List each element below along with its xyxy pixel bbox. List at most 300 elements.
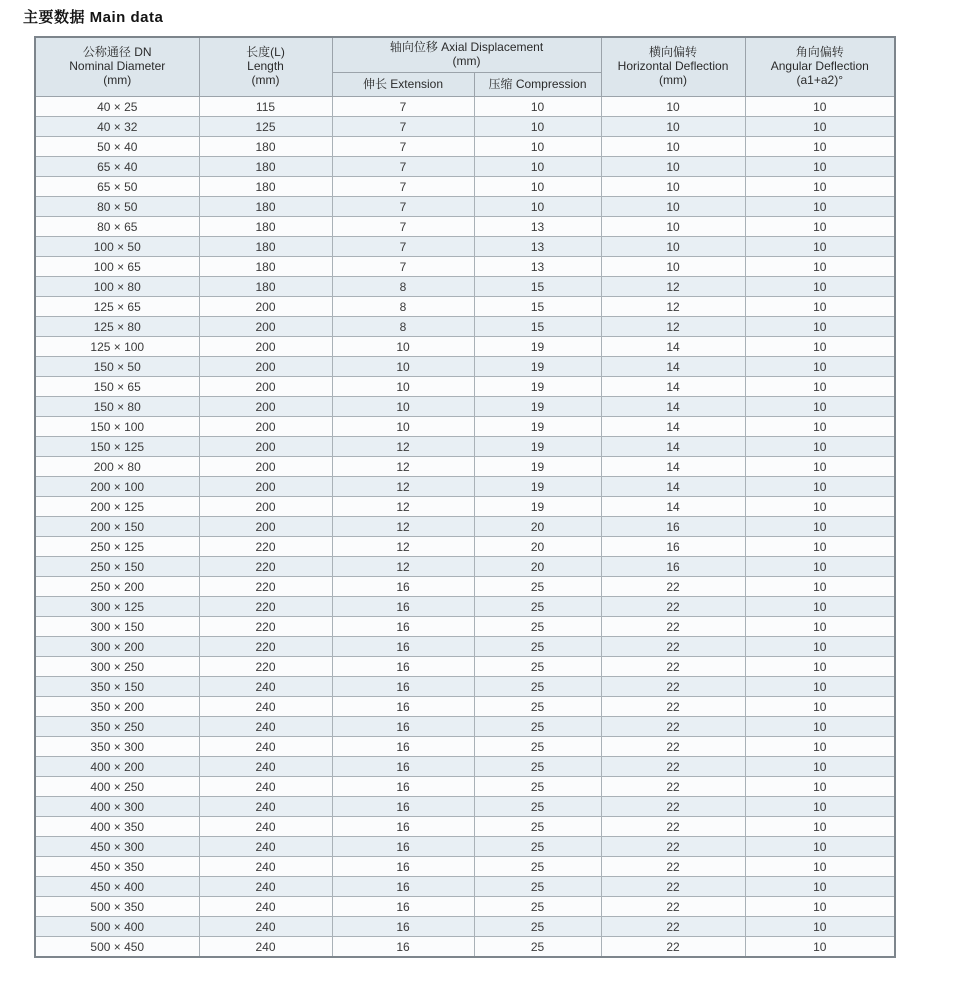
cell: 300 × 200 [35, 637, 199, 657]
cell: 12 [332, 457, 474, 477]
cell: 25 [474, 797, 601, 817]
cell: 150 × 100 [35, 417, 199, 437]
cell: 16 [332, 637, 474, 657]
cell: 10 [745, 357, 895, 377]
cell: 12 [332, 497, 474, 517]
cell: 200 [199, 497, 332, 517]
cell: 16 [332, 597, 474, 617]
cell: 450 × 350 [35, 857, 199, 877]
header-nominal-diameter-zh: 公称通径 DN [82, 45, 152, 60]
cell: 200 × 125 [35, 497, 199, 517]
cell: 25 [474, 917, 601, 937]
cell: 20 [474, 557, 601, 577]
cell: 10 [601, 197, 745, 217]
cell: 16 [332, 677, 474, 697]
cell: 250 × 125 [35, 537, 199, 557]
cell: 22 [601, 777, 745, 797]
cell: 16 [332, 877, 474, 897]
header-length-en: Length [247, 59, 284, 74]
header-compression: 压缩 Compression [474, 73, 601, 97]
table-row [35, 357, 895, 377]
cell: 200 [199, 337, 332, 357]
header-angular-deflection-unit: (a1+a2)° [796, 72, 844, 87]
main-data-table [34, 36, 896, 958]
cell: 240 [199, 797, 332, 817]
cell: 150 × 50 [35, 357, 199, 377]
cell: 25 [474, 897, 601, 917]
cell: 500 × 400 [35, 917, 199, 937]
table-row [35, 197, 895, 217]
table-row [35, 97, 895, 117]
cell: 10 [745, 597, 895, 617]
cell: 10 [745, 97, 895, 117]
table-row [35, 177, 895, 197]
header-nominal-diameter [35, 37, 199, 97]
cell: 22 [601, 857, 745, 877]
cell: 240 [199, 677, 332, 697]
cell: 13 [474, 257, 601, 277]
cell: 10 [332, 417, 474, 437]
cell: 13 [474, 237, 601, 257]
cell: 220 [199, 597, 332, 617]
cell: 15 [474, 277, 601, 297]
cell: 10 [745, 257, 895, 277]
cell: 7 [332, 137, 474, 157]
table-row [35, 537, 895, 557]
cell: 14 [601, 497, 745, 517]
table-row [35, 337, 895, 357]
cell: 22 [601, 757, 745, 777]
header-nominal-diameter-en: Nominal Diameter [69, 59, 166, 74]
cell: 25 [474, 877, 601, 897]
cell: 12 [332, 477, 474, 497]
cell: 220 [199, 557, 332, 577]
cell: 50 × 40 [35, 137, 199, 157]
cell: 14 [601, 337, 745, 357]
cell: 22 [601, 837, 745, 857]
table-row [35, 637, 895, 657]
cell: 20 [474, 517, 601, 537]
cell: 80 × 50 [35, 197, 199, 217]
table-row [35, 477, 895, 497]
cell: 400 × 350 [35, 817, 199, 837]
table-row [35, 717, 895, 737]
cell: 10 [745, 857, 895, 877]
cell: 220 [199, 617, 332, 637]
cell: 10 [474, 157, 601, 177]
cell: 25 [474, 857, 601, 877]
cell: 200 [199, 397, 332, 417]
cell: 12 [601, 297, 745, 317]
cell: 10 [601, 237, 745, 257]
cell: 7 [332, 257, 474, 277]
cell: 10 [601, 217, 745, 237]
cell: 240 [199, 777, 332, 797]
cell: 10 [745, 417, 895, 437]
table-row [35, 777, 895, 797]
cell: 16 [601, 517, 745, 537]
cell: 10 [474, 117, 601, 137]
cell: 16 [332, 797, 474, 817]
table-row [35, 397, 895, 417]
cell: 200 [199, 417, 332, 437]
header-angular-deflection-en: Angular Deflection [770, 59, 869, 74]
cell: 10 [474, 97, 601, 117]
cell: 10 [745, 177, 895, 197]
cell: 22 [601, 677, 745, 697]
cell: 25 [474, 777, 601, 797]
cell: 10 [745, 217, 895, 237]
table-row [35, 817, 895, 837]
table-row [35, 437, 895, 457]
table-row [35, 497, 895, 517]
cell: 22 [601, 637, 745, 657]
cell: 240 [199, 717, 332, 737]
cell: 10 [332, 357, 474, 377]
cell: 10 [474, 177, 601, 197]
cell: 25 [474, 617, 601, 637]
cell: 240 [199, 917, 332, 937]
cell: 10 [745, 817, 895, 837]
cell: 16 [332, 897, 474, 917]
cell: 25 [474, 737, 601, 757]
table-row [35, 897, 895, 917]
cell: 22 [601, 617, 745, 637]
header-extension: 伸长 Extension [332, 73, 474, 97]
header-nominal-diameter-unit: (mm) [103, 72, 132, 87]
table-row [35, 597, 895, 617]
cell: 180 [199, 257, 332, 277]
cell: 115 [199, 97, 332, 117]
cell: 22 [601, 737, 745, 757]
cell: 125 × 100 [35, 337, 199, 357]
cell: 16 [332, 757, 474, 777]
cell: 12 [601, 317, 745, 337]
cell: 8 [332, 277, 474, 297]
cell: 22 [601, 917, 745, 937]
cell: 22 [601, 937, 745, 958]
table-row [35, 657, 895, 677]
cell: 350 × 200 [35, 697, 199, 717]
table-row [35, 157, 895, 177]
table-row [35, 217, 895, 237]
cell: 22 [601, 657, 745, 677]
page-title: 主要数据 Main data [23, 9, 164, 26]
cell: 25 [474, 757, 601, 777]
cell: 25 [474, 837, 601, 857]
cell: 12 [332, 557, 474, 577]
cell: 240 [199, 697, 332, 717]
cell: 350 × 300 [35, 737, 199, 757]
cell: 250 × 200 [35, 577, 199, 597]
cell: 10 [745, 117, 895, 137]
cell: 10 [745, 157, 895, 177]
table-row [35, 237, 895, 257]
cell: 200 [199, 317, 332, 337]
cell: 300 × 150 [35, 617, 199, 637]
cell: 10 [601, 137, 745, 157]
cell: 240 [199, 737, 332, 757]
cell: 22 [601, 577, 745, 597]
header-axial-label: 轴向位移 Axial Displacement [389, 40, 544, 55]
cell: 25 [474, 937, 601, 958]
cell: 220 [199, 637, 332, 657]
table-row [35, 417, 895, 437]
cell: 22 [601, 877, 745, 897]
cell: 22 [601, 797, 745, 817]
table-row [35, 317, 895, 337]
cell: 150 × 80 [35, 397, 199, 417]
cell: 10 [745, 517, 895, 537]
cell: 10 [474, 197, 601, 217]
cell: 10 [745, 437, 895, 457]
cell: 10 [745, 717, 895, 737]
cell: 19 [474, 477, 601, 497]
header-horizontal-deflection-unit: (mm) [659, 72, 687, 87]
cell: 100 × 80 [35, 277, 199, 297]
cell: 10 [601, 177, 745, 197]
cell: 220 [199, 577, 332, 597]
cell: 7 [332, 237, 474, 257]
cell: 180 [199, 157, 332, 177]
cell: 150 × 125 [35, 437, 199, 457]
cell: 16 [332, 697, 474, 717]
cell: 8 [332, 317, 474, 337]
cell: 200 [199, 357, 332, 377]
cell: 450 × 300 [35, 837, 199, 857]
cell: 7 [332, 177, 474, 197]
cell: 16 [601, 557, 745, 577]
cell: 12 [601, 277, 745, 297]
header-horizontal-deflection [601, 37, 745, 97]
cell: 12 [332, 517, 474, 537]
cell: 25 [474, 717, 601, 737]
table-row [35, 677, 895, 697]
table-row [35, 797, 895, 817]
cell: 7 [332, 117, 474, 137]
cell: 15 [474, 317, 601, 337]
cell: 25 [474, 817, 601, 837]
cell: 200 [199, 457, 332, 477]
cell: 19 [474, 377, 601, 397]
cell: 500 × 350 [35, 897, 199, 917]
cell: 10 [745, 917, 895, 937]
cell: 350 × 250 [35, 717, 199, 737]
cell: 25 [474, 677, 601, 697]
cell: 100 × 65 [35, 257, 199, 277]
cell: 10 [474, 137, 601, 157]
cell: 19 [474, 337, 601, 357]
cell: 10 [745, 537, 895, 557]
table-row [35, 837, 895, 857]
cell: 240 [199, 817, 332, 837]
cell: 65 × 40 [35, 157, 199, 177]
cell: 200 [199, 517, 332, 537]
cell: 10 [745, 657, 895, 677]
cell: 10 [745, 457, 895, 477]
table-row [35, 517, 895, 537]
cell: 180 [199, 237, 332, 257]
cell: 10 [745, 477, 895, 497]
cell: 10 [745, 557, 895, 577]
cell: 25 [474, 657, 601, 677]
cell: 125 [199, 117, 332, 137]
cell: 10 [745, 337, 895, 357]
cell: 10 [601, 157, 745, 177]
cell: 16 [332, 577, 474, 597]
header-length-unit: (mm) [251, 72, 280, 87]
cell: 12 [332, 437, 474, 457]
table-row [35, 617, 895, 637]
table-row [35, 757, 895, 777]
cell: 22 [601, 597, 745, 617]
header-axial-displacement [332, 37, 601, 73]
cell: 10 [745, 277, 895, 297]
cell: 10 [745, 797, 895, 817]
table-row [35, 857, 895, 877]
cell: 10 [601, 117, 745, 137]
cell: 350 × 150 [35, 677, 199, 697]
header-angular-deflection-zh: 角向偏转 [795, 45, 844, 60]
cell: 16 [332, 657, 474, 677]
cell: 22 [601, 717, 745, 737]
table-row [35, 917, 895, 937]
table-row [35, 457, 895, 477]
cell: 180 [199, 217, 332, 237]
cell: 200 × 150 [35, 517, 199, 537]
cell: 10 [745, 577, 895, 597]
cell: 10 [745, 737, 895, 757]
table-row [35, 117, 895, 137]
cell: 125 × 80 [35, 317, 199, 337]
cell: 10 [745, 237, 895, 257]
cell: 10 [745, 637, 895, 657]
cell: 10 [745, 937, 895, 958]
header-angular-deflection [745, 37, 895, 97]
cell: 300 × 125 [35, 597, 199, 617]
cell: 10 [745, 197, 895, 217]
cell: 16 [332, 917, 474, 937]
cell: 10 [745, 317, 895, 337]
cell: 10 [745, 757, 895, 777]
table-row [35, 937, 895, 958]
cell: 10 [601, 257, 745, 277]
cell: 14 [601, 477, 745, 497]
cell: 400 × 250 [35, 777, 199, 797]
table-row [35, 297, 895, 317]
cell: 10 [745, 617, 895, 637]
table-row [35, 737, 895, 757]
table-row [35, 557, 895, 577]
cell: 500 × 450 [35, 937, 199, 958]
cell: 19 [474, 497, 601, 517]
cell: 180 [199, 137, 332, 157]
cell: 10 [745, 877, 895, 897]
cell: 40 × 25 [35, 97, 199, 117]
cell: 200 [199, 297, 332, 317]
cell: 200 [199, 477, 332, 497]
cell: 14 [601, 457, 745, 477]
cell: 19 [474, 437, 601, 457]
cell: 10 [745, 497, 895, 517]
cell: 14 [601, 357, 745, 377]
cell: 16 [332, 937, 474, 958]
cell: 7 [332, 157, 474, 177]
cell: 180 [199, 177, 332, 197]
cell: 40 × 32 [35, 117, 199, 137]
header-axial-unit: (mm) [452, 54, 481, 68]
cell: 65 × 50 [35, 177, 199, 197]
cell: 10 [745, 137, 895, 157]
cell: 19 [474, 457, 601, 477]
cell: 16 [332, 617, 474, 637]
cell: 8 [332, 297, 474, 317]
cell: 125 × 65 [35, 297, 199, 317]
cell: 16 [332, 837, 474, 857]
cell: 150 × 65 [35, 377, 199, 397]
cell: 240 [199, 857, 332, 877]
table-header [35, 37, 895, 97]
table-row [35, 137, 895, 157]
cell: 10 [332, 377, 474, 397]
cell: 16 [332, 777, 474, 797]
cell: 10 [745, 697, 895, 717]
cell: 25 [474, 637, 601, 657]
cell: 240 [199, 877, 332, 897]
cell: 200 × 100 [35, 477, 199, 497]
cell: 180 [199, 277, 332, 297]
cell: 15 [474, 297, 601, 317]
cell: 22 [601, 897, 745, 917]
cell: 240 [199, 757, 332, 777]
cell: 240 [199, 897, 332, 917]
header-horizontal-deflection-en: Horizontal Deflection [617, 59, 729, 74]
cell: 22 [601, 817, 745, 837]
cell: 14 [601, 437, 745, 457]
cell: 14 [601, 397, 745, 417]
cell: 10 [745, 677, 895, 697]
cell: 25 [474, 577, 601, 597]
cell: 80 × 65 [35, 217, 199, 237]
cell: 10 [601, 97, 745, 117]
cell: 14 [601, 417, 745, 437]
cell: 400 × 200 [35, 757, 199, 777]
cell: 16 [332, 857, 474, 877]
cell: 10 [332, 397, 474, 417]
cell: 180 [199, 197, 332, 217]
cell: 450 × 400 [35, 877, 199, 897]
cell: 10 [745, 777, 895, 797]
cell: 10 [745, 897, 895, 917]
table-body [35, 97, 895, 958]
cell: 19 [474, 417, 601, 437]
header-horizontal-deflection-zh: 横向偏转 [649, 45, 698, 60]
cell: 220 [199, 537, 332, 557]
table-row [35, 257, 895, 277]
cell: 10 [745, 397, 895, 417]
table-row [35, 877, 895, 897]
cell: 7 [332, 217, 474, 237]
cell: 22 [601, 697, 745, 717]
cell: 10 [745, 377, 895, 397]
cell: 400 × 300 [35, 797, 199, 817]
cell: 25 [474, 597, 601, 617]
cell: 16 [332, 717, 474, 737]
cell: 7 [332, 97, 474, 117]
cell: 16 [332, 817, 474, 837]
cell: 100 × 50 [35, 237, 199, 257]
table-row [35, 277, 895, 297]
